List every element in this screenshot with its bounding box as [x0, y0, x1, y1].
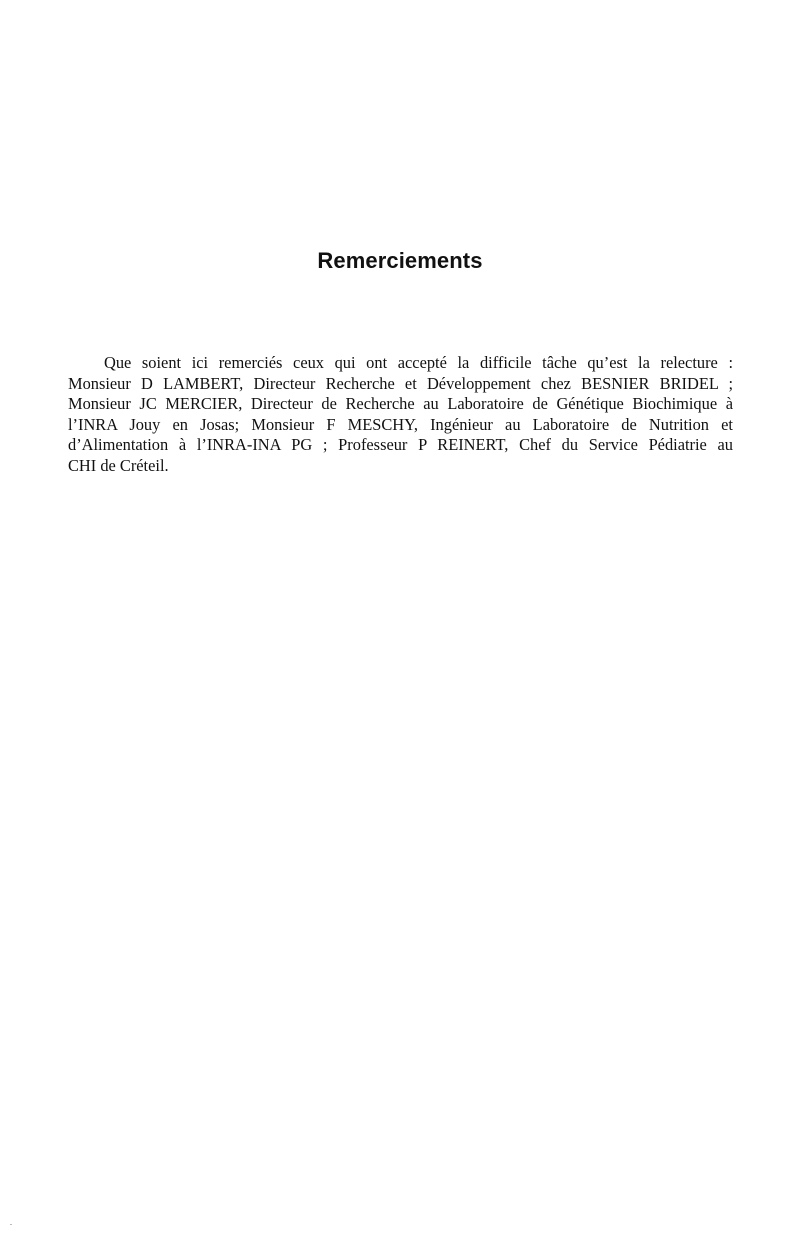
paragraph-line-3: Monsieur JC MERCIER, Directeur de Recherche au Laboratoire de Génétique Biochimique à: [68, 394, 733, 414]
acknowledgements-paragraph: [68, 353, 733, 477]
scan-speck: [10, 1224, 12, 1225]
page-title: Remerciements: [317, 248, 483, 273]
paragraph-line-6: CHI de Créteil.: [68, 455, 169, 475]
paragraph-line-1: Que soient ici remerciés ceux qui ont accepté la difficile tâche qu’est la relecture :: [104, 353, 733, 372]
paragraph-line-5: d’Alimentation à l’INRA-INA PG ; Professeur P REINERT, Chef du Service Pédiatrie au: [68, 435, 733, 455]
paragraph-line-2: Monsieur D LAMBERT, Directeur Recherche et Développement chez BESNIER BRIDEL ;: [68, 373, 733, 393]
paragraph-line-4: l’INRA Jouy en Josas; Monsieur F MESCHY, Ingénieur au Laboratoire de Nutrition et: [68, 414, 733, 434]
